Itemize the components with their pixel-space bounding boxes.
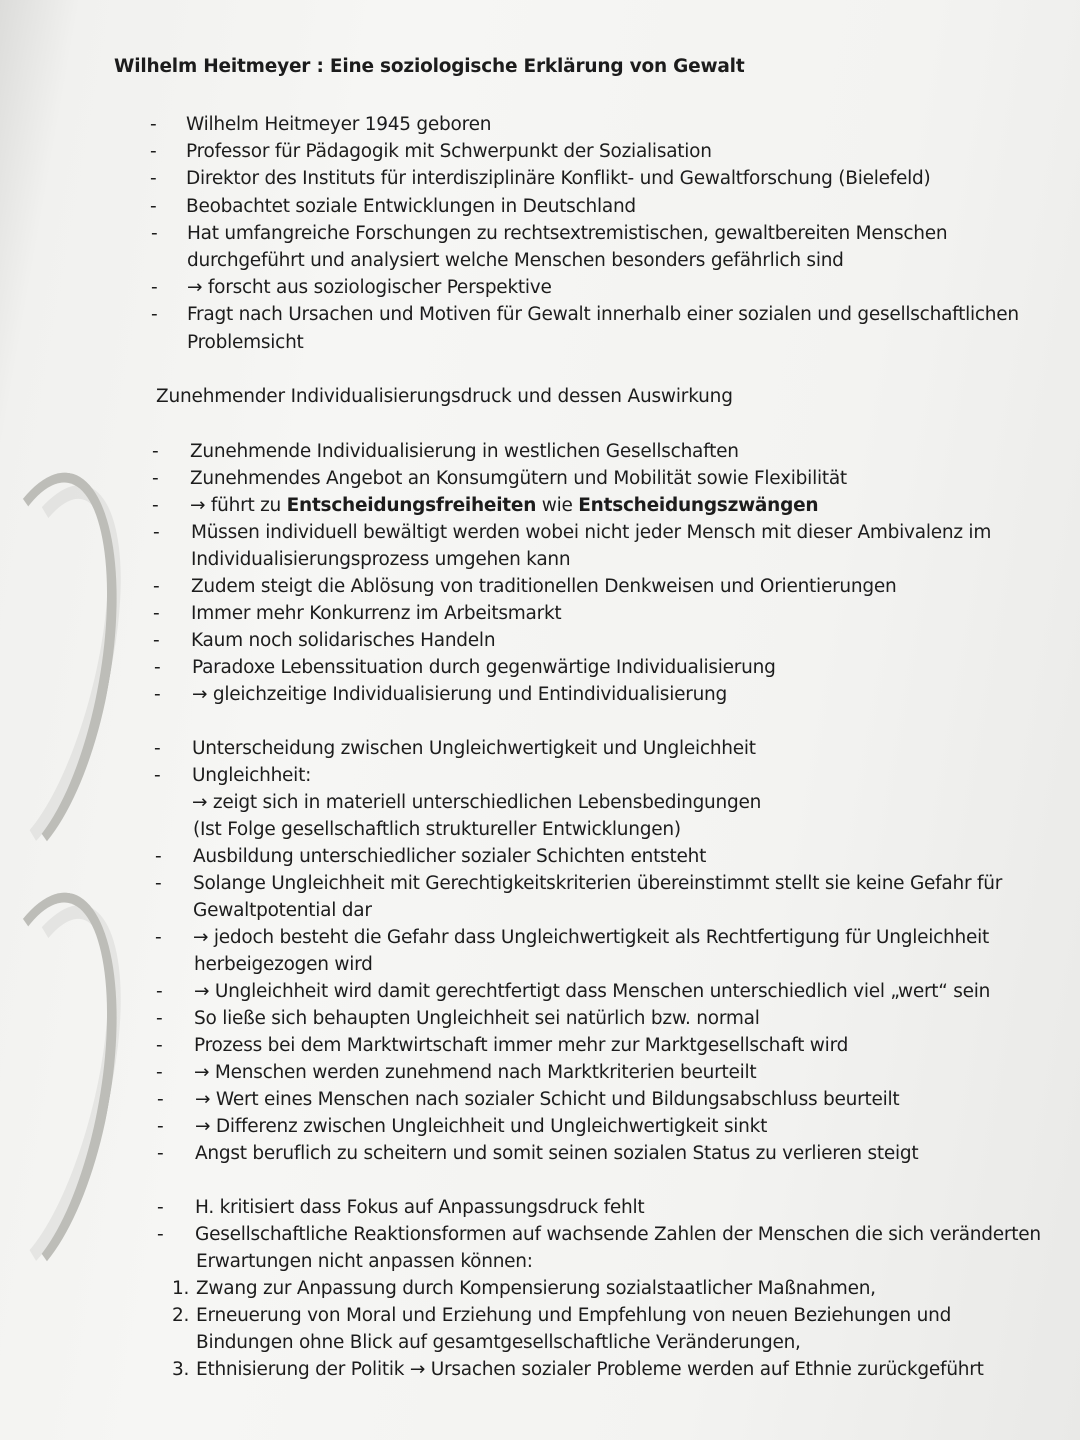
line-text: Gewaltpotential dar (193, 900, 372, 921)
line-text: (Ist Folge gesellschaftlich struktureller Entwicklungen) (193, 819, 681, 840)
bullet-marker: - (153, 630, 160, 651)
line-text: Ausbildung unterschiedlicher sozialer Schichten entsteht (193, 846, 707, 867)
line-text: Erneuerung von Moral und Erziehung und Empfehlung von neuen Beziehungen und (196, 1305, 952, 1326)
bullet-marker: 1. (172, 1278, 190, 1299)
bullet-marker: - (155, 846, 162, 867)
bold-term: Entscheidungsfreiheiten (286, 495, 537, 516)
line-text: Hat umfangreiche Forschungen zu rechtsextremistischen, gewaltbereiten Menschen (187, 222, 948, 244)
bullet-marker: 2. (172, 1305, 190, 1326)
line-text: Problemsicht (187, 331, 304, 353)
line-text: → Wert eines Menschen nach sozialer Schicht und Bildungsabschluss beurteilt (195, 1089, 900, 1110)
line-text: Immer mehr Konkurrenz im Arbeitsmarkt (191, 603, 562, 624)
bullet-marker: - (154, 684, 161, 705)
bullet-marker: - (151, 277, 158, 299)
line-text: → Menschen werden zunehmend nach Marktkriterien beurteilt (194, 1062, 757, 1083)
line-text: Müssen individuell bewältigt werden wobei nicht jeder Mensch mit dieser Ambivalenz im (191, 522, 992, 543)
line-text: Ungleichheit: (192, 765, 312, 786)
line-text: → forscht aus soziologischer Perspektive (187, 277, 552, 299)
line-text: durchgeführt und analysiert welche Menschen besonders gefährlich sind (187, 250, 844, 271)
bullet-marker: - (155, 927, 162, 948)
line-text: Paradoxe Lebenssituation durch gegenwärtige Individualisierung (192, 657, 776, 678)
bullet-marker: - (156, 1062, 163, 1083)
bullet-marker: - (150, 195, 157, 217)
bullet-marker: - (157, 1224, 164, 1245)
page-title: Wilhelm Heitmeyer : Eine soziologische Erklärung von Gewalt (114, 56, 745, 77)
bullet-marker: - (154, 765, 161, 786)
bullet-marker: - (151, 222, 158, 244)
line-text: Wilhelm Heitmeyer 1945 geboren (186, 114, 492, 135)
line-text: Beobachtet soziale Entwicklungen in Deutschland (186, 195, 636, 217)
line-text: Direktor des Instituts für interdisziplinäre Konflikt- und Gewaltforschung (Bielefeld) (186, 168, 931, 190)
bullet-marker: - (150, 168, 157, 190)
binder-ring-bottom (0, 880, 144, 1300)
line-text: So ließe sich behaupten Ungleichheit sei natürlich bzw. normal (194, 1008, 760, 1029)
binder-ring-top (0, 460, 144, 880)
bullet-marker: - (150, 141, 157, 163)
line-text: → Differenz zwischen Ungleichheit und Ungleichwertigkeit sinkt (195, 1116, 768, 1137)
bold-term: Entscheidungszwängen (578, 495, 819, 516)
line-text: Kaum noch solidarisches Handeln (191, 630, 496, 651)
line-text: Angst beruflich zu scheitern und somit seinen sozialen Status zu verlieren steigt (195, 1143, 919, 1164)
line-text: → zeigt sich in materiell unterschiedlichen Lebensbedingungen (192, 792, 762, 813)
bullet-marker: - (153, 576, 160, 597)
bullet-marker: - (156, 1008, 163, 1029)
bullet-marker: - (155, 873, 162, 894)
line-text: → jedoch besteht die Gefahr dass Ungleichwertigkeit als Rechtfertigung für Ungleichheit (193, 927, 989, 948)
line-text: → gleichzeitige Individualisierung und Entindividualisierung (192, 684, 728, 705)
line-text: Zwang zur Anpassung durch Kompensierung sozialstaatlicher Maßnahmen, (196, 1278, 876, 1299)
line-text: Zudem steigt die Ablösung von traditionellen Denkweisen und Orientierungen (191, 576, 897, 597)
line-text: Erwartungen nicht anpassen können: (196, 1251, 533, 1272)
bullet-marker: - (156, 981, 163, 1002)
bullet-marker: - (152, 495, 159, 516)
bullet-marker: - (157, 1089, 164, 1110)
line-text: Bindungen ohne Blick auf gesamtgesellschaftliche Veränderungen, (196, 1332, 801, 1353)
line-text (190, 492, 818, 519)
bullet-marker: - (153, 522, 160, 543)
line-text: Fragt nach Ursachen und Motiven für Gewalt innerhalb einer sozialen und gesellschaftlichen (187, 304, 1019, 326)
line-text: Ethnisierung der Politik → Ursachen sozialer Probleme werden auf Ethnie zurückgeführt (196, 1359, 984, 1380)
bullet-marker: - (157, 1197, 164, 1218)
line-text: Zunehmendes Angebot an Konsumgütern und Mobilität sowie Flexibilität (190, 468, 847, 489)
bullet-marker: - (153, 603, 160, 624)
bullet-marker: - (154, 738, 161, 759)
section-heading: Zunehmender Individualisierungsdruck und dessen Auswirkung (156, 386, 733, 407)
bullet-marker: - (154, 657, 161, 678)
line-text: H. kritisiert dass Fokus auf Anpassungsdruck fehlt (195, 1197, 645, 1218)
line-text: Professor für Pädagogik mit Schwerpunkt der Sozialisation (186, 141, 712, 163)
bullet-marker: - (156, 1035, 163, 1056)
line-text: Prozess bei dem Marktwirtschaft immer mehr zur Marktgesellschaft wird (194, 1035, 849, 1056)
line-text: → Ungleichheit wird damit gerechtfertigt dass Menschen unterschiedlich viel „wert“ sein (194, 981, 991, 1002)
line-text: Solange Ungleichheit mit Gerechtigkeitskriterien übereinstimmt stellt sie keine Gefahr für (193, 873, 1003, 894)
text-segment: → führt zu (190, 495, 287, 516)
bullet-marker: - (150, 114, 157, 135)
bullet-marker: - (152, 468, 159, 489)
bullet-marker: - (152, 441, 159, 462)
bullet-marker: - (157, 1116, 164, 1137)
line-text: Unterscheidung zwischen Ungleichwertigkeit und Ungleichheit (192, 738, 756, 759)
text-segment: wie (536, 495, 579, 516)
line-text: Individualisierungsprozess umgehen kann (191, 549, 571, 570)
line-text: Gesellschaftliche Reaktionsformen auf wachsende Zahlen der Menschen die sich veränderten (195, 1224, 1041, 1245)
line-text: herbeigezogen wird (194, 954, 373, 975)
bullet-marker: - (151, 304, 158, 326)
line-text: Zunehmende Individualisierung in westlichen Gesellschaften (190, 441, 739, 462)
bullet-marker: - (157, 1143, 164, 1164)
bullet-marker: 3. (172, 1359, 190, 1380)
